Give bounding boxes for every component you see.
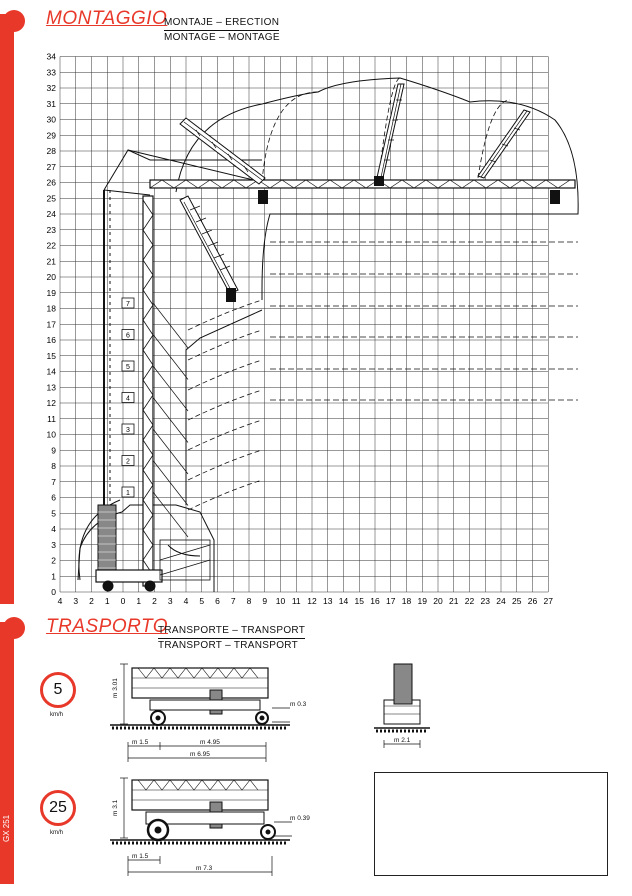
y-tick-label: 5 xyxy=(51,508,56,519)
x-tick-label: 14 xyxy=(338,596,349,606)
y-tick-label: 21 xyxy=(46,256,56,267)
dim-height-2: m 3.1 xyxy=(112,799,119,816)
y-tick-label: 27 xyxy=(46,161,56,172)
montaggio-subtitle-line1: MONTAJE – ERECTION xyxy=(164,16,279,31)
y-tick-label: 31 xyxy=(46,98,56,109)
y-tick-label: 3 xyxy=(51,539,56,550)
x-tick-label: 8 xyxy=(246,596,252,606)
y-tick-label: 24 xyxy=(46,209,56,219)
dimension-labels xyxy=(112,678,411,872)
x-tick-label: 24 xyxy=(496,596,506,606)
x-tick-label: 1 xyxy=(136,596,142,606)
y-tick-label: 9 xyxy=(51,445,56,456)
y-tick-label: 13 xyxy=(46,382,56,393)
folding-jib-sections xyxy=(180,84,530,294)
notes-box xyxy=(374,772,608,876)
x-tick-label: 12 xyxy=(307,596,317,606)
y-tick-label: 10 xyxy=(46,429,56,440)
y-tick-label: 8 xyxy=(51,461,56,471)
y-tick-label: 12 xyxy=(46,398,56,408)
montaggio-title: MONTAGGIO xyxy=(46,8,168,29)
x-tick-label: 26 xyxy=(527,596,538,606)
stage-label: 6 xyxy=(126,332,130,340)
y-tick-label: 7 xyxy=(51,476,56,487)
x-tick-label: 25 xyxy=(512,596,522,606)
x-tick-label: 7 xyxy=(230,596,236,606)
x-tick-label: 22 xyxy=(464,596,475,606)
x-tick-label: 4 xyxy=(183,596,189,606)
crane-jib xyxy=(150,180,575,188)
y-tick-label: 29 xyxy=(46,130,56,141)
speed-unit-25: km/h xyxy=(50,830,64,836)
stage-label: 3 xyxy=(126,427,130,434)
x-tick-label: 0 xyxy=(120,596,126,606)
y-tick-label: 33 xyxy=(46,67,56,78)
x-tick-label: 2 xyxy=(89,596,94,606)
x-tick-label: 18 xyxy=(401,596,412,606)
x-tick-label: 1 xyxy=(104,596,110,606)
erection-stages xyxy=(122,298,188,537)
dim-width-1: m 2.1 xyxy=(394,737,411,744)
dim-clearance-2: m 0.39 xyxy=(290,815,310,822)
x-axis-ticks xyxy=(58,596,554,606)
x-tick-label: 13 xyxy=(323,596,333,606)
section-bar-trasporto xyxy=(0,622,14,884)
x-tick-label: 3 xyxy=(167,596,173,606)
y-tick-label: 32 xyxy=(46,83,56,93)
y-tick-label: 6 xyxy=(51,492,56,503)
dim-length-1: m 6.95 xyxy=(190,751,210,758)
x-tick-label: 11 xyxy=(291,596,301,606)
crane-mast xyxy=(143,196,153,586)
stage-label: 4 xyxy=(126,395,130,403)
x-tick-label: 19 xyxy=(417,596,427,606)
y-tick-label: 4 xyxy=(51,524,56,534)
stage-label: 1 xyxy=(126,490,130,497)
grid-lines xyxy=(60,57,548,593)
speed-limit-sign-5: 5 xyxy=(40,672,76,708)
model-code: GX 251 xyxy=(2,814,11,842)
trasporto-subtitle-line2: TRANSPORT – TRANSPORT xyxy=(158,640,299,651)
y-tick-label: 23 xyxy=(46,224,56,235)
dim-height-1: m 3.01 xyxy=(112,678,119,698)
y-tick-label: 34 xyxy=(46,51,56,62)
x-tick-label: 4 xyxy=(57,596,63,606)
section-marker-trasporto xyxy=(3,617,25,639)
x-tick-label: 17 xyxy=(386,596,396,606)
stage-label: 5 xyxy=(126,364,130,371)
y-tick-label: 16 xyxy=(46,335,56,345)
y-tick-label: 25 xyxy=(46,193,56,204)
stage-label: 2 xyxy=(126,458,130,466)
hook-levels xyxy=(270,242,578,400)
y-tick-label: 26 xyxy=(46,177,56,188)
y-tick-label: 20 xyxy=(46,272,56,282)
y-tick-label: 2 xyxy=(51,555,56,566)
y-tick-label: 15 xyxy=(46,350,56,361)
trasporto-subtitle xyxy=(158,624,305,652)
x-tick-label: 16 xyxy=(370,596,380,606)
x-tick-label: 23 xyxy=(480,596,490,606)
x-tick-label: 20 xyxy=(433,596,443,606)
montaggio-subtitle-line2: MONTAGE – MONTAGE xyxy=(164,32,280,43)
y-tick-label: 0 xyxy=(51,587,56,597)
x-tick-label: 9 xyxy=(262,596,268,606)
y-tick-label: 14 xyxy=(46,366,56,377)
speed-limit-sign-25: 25 xyxy=(40,790,76,826)
dim-wheelbase-1: m 4.95 xyxy=(200,739,220,746)
y-tick-label: 22 xyxy=(46,240,56,251)
x-tick-label: 6 xyxy=(215,596,220,606)
transport-vehicle-1 xyxy=(110,668,290,728)
y-tick-label: 1 xyxy=(51,571,56,582)
transport-vehicle-2 xyxy=(110,780,290,843)
x-tick-label: 21 xyxy=(449,596,459,606)
stage-label: 7 xyxy=(126,301,130,308)
x-tick-label: 5 xyxy=(199,596,205,606)
hook-blocks xyxy=(226,176,560,302)
x-tick-label: 3 xyxy=(73,596,79,606)
x-tick-label: 10 xyxy=(275,596,286,606)
y-tick-label: 19 xyxy=(46,287,56,298)
y-tick-label: 28 xyxy=(46,146,56,156)
dim-rear-1: m 1.5 xyxy=(132,739,149,746)
trasporto-subtitle-line1: TRANSPORTE – TRANSPORT xyxy=(158,624,305,639)
y-tick-label: 30 xyxy=(46,114,56,125)
y-tick-label: 18 xyxy=(46,303,56,314)
trasporto-title: TRASPORTO xyxy=(46,616,169,637)
y-tick-label: 17 xyxy=(46,319,56,330)
speed-unit-5: km/h xyxy=(50,712,64,718)
jib-arcs xyxy=(188,78,510,510)
transport-vehicle-1-rear xyxy=(374,664,430,731)
y-axis-ticks xyxy=(47,52,57,598)
dim-length-2: m 7.3 xyxy=(196,865,213,872)
x-tick-label: 2 xyxy=(152,596,157,606)
dim-clearance-1: m 0.3 xyxy=(290,701,307,708)
x-tick-label: 27 xyxy=(543,596,553,606)
dim-rear-2: m 1.5 xyxy=(132,853,149,860)
x-tick-label: 15 xyxy=(354,596,364,606)
y-tick-label: 11 xyxy=(47,413,56,424)
